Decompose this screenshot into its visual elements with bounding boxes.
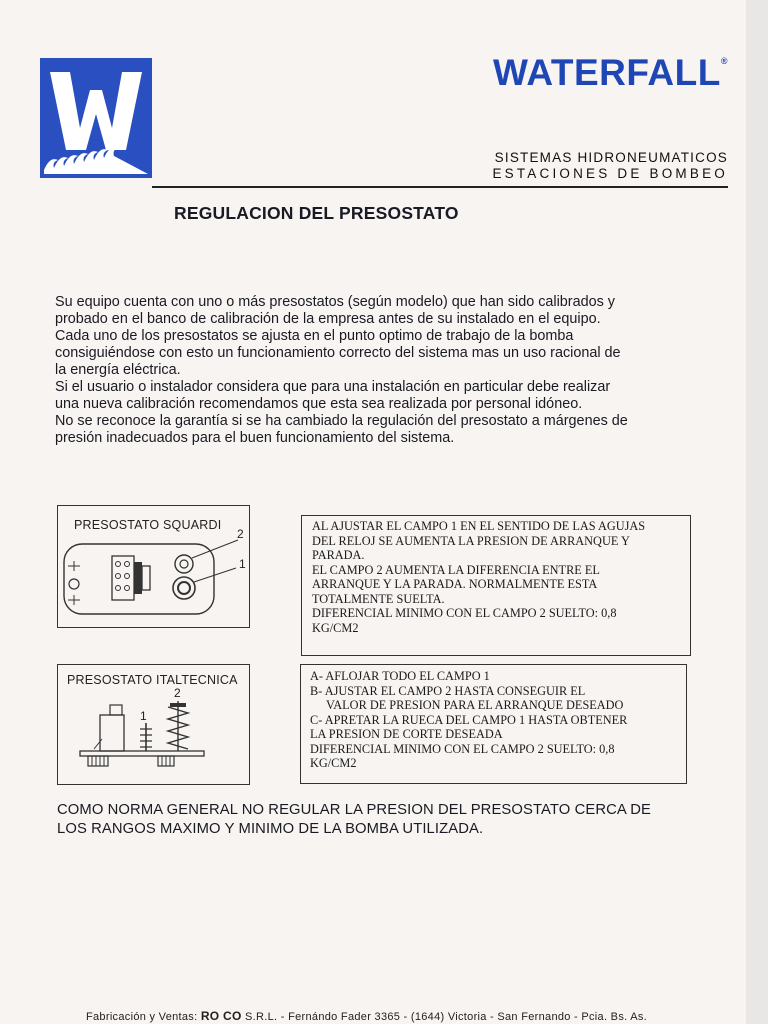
intro-line: Su equipo cuenta con uno o más presostatos (según modelo) que han sido calibrados y [55,294,615,310]
footer-company: RO CO [200,1009,242,1023]
squardi-instructions [301,515,691,656]
instruction-step: LA PRESION DE CORTE DESEADA [310,727,503,741]
intro-line: presión inadecuados para el buen funcionamiento del sistema. [55,430,455,446]
general-note-line: COMO NORMA GENERAL NO REGULAR LA PRESION DEL PRESOSTATO CERCA DE [57,802,652,818]
instruction-line: KG/CM2 [312,620,359,635]
intro-line: probado en el banco de calibración de la empresa antes de su instalado en el equipo. [55,311,601,327]
italtecnica-label: PRESOSTATO ITALTECNICA [67,673,238,687]
instruction-line: AL AJUSTAR EL CAMPO 1 EN EL SENTIDO DE LAS AGUJAS [312,519,646,533]
intro-line: una nueva calibración recomendamos que esta sea realizada por personal idóneo. [55,396,583,412]
instruction-step: KG/CM2 [310,756,357,770]
intro-paragraph [55,294,705,447]
intro-line: No se reconoce la garantía si se ha cambiado la regulación del presostato a márgenes de [55,413,628,429]
instruction-line: ARRANQUE Y LA PARADA. NORMALMENTE ESTA [312,577,598,591]
tagline-line-1: SISTEMAS HIDRONEUMATICOS [494,150,728,165]
italtecnica-diagram [57,664,250,785]
header-divider [152,186,728,188]
instruction-step: C- APRETAR LA RUECA DEL CAMPO 1 HASTA OBTENER [310,712,628,727]
squardi-callout-1: 1 [239,557,246,571]
instruction-step: DIFERENCIAL MINIMO CON EL CAMPO 2 SUELTO: 0,8 [310,741,615,756]
squardi-callout-2: 2 [237,527,244,541]
footer-address: - Fernándo Fader 3365 - (1644) Victoria - San Fernando - Pcia. Bs. As. [280,1011,648,1023]
instruction-line: PARADA. [312,548,365,562]
pressure-switch-italtecnica-icon [58,665,249,784]
footer-prefix: Fabricación y Ventas: [86,1011,198,1023]
brand-name: WATERFALL® [493,52,728,93]
instruction-line: TOTALMENTE SUELTA. [312,591,445,606]
document-title: REGULACION DEL PRESOSTATO [174,203,459,223]
italtecnica-callout-2: 2 [174,686,181,700]
general-note-line: LOS RANGOS MAXIMO Y MINIMO DE LA BOMBA UTILIZADA. [57,821,484,837]
intro-line: la energía eléctrica. [55,362,181,378]
general-note [57,801,717,839]
intro-line: Cada uno de los presostatos se ajusta en el punto optimo de trabajo de la bomba [55,328,574,344]
tagline-line-2: ESTACIONES DE BOMBEO [492,166,728,181]
pressure-switch-squardi-icon [58,506,249,627]
italtecnica-callout-1: 1 [140,709,147,723]
page-edge-shadow [746,0,768,1024]
squardi-diagram [57,505,250,628]
squardi-label: PRESOSTATO SQUARDI [74,518,222,532]
waterfall-logo-icon [40,58,152,178]
instruction-step: A- AFLOJAR TODO EL CAMPO 1 [310,669,490,683]
intro-line: Si el usuario o instalador considera que para una instalación en particular debe realizar [55,379,611,395]
instruction-line: DIFERENCIAL MINIMO CON EL CAMPO 2 SUELTO: 0,8 [312,606,617,620]
footer [86,1009,647,1023]
intro-line: consiguiéndose con esto un funcionamiento correcto del sistema mas un uso racional de [55,345,621,361]
company-tagline [492,150,728,182]
instruction-line: EL CAMPO 2 AUMENTA LA DIFERENCIA ENTRE EL [312,562,600,577]
instruction-step: VALOR DE PRESION PARA EL ARRANQUE DESEADO [326,698,624,712]
italtecnica-instructions [300,664,687,784]
footer-company-suffix: S.R.L. [245,1011,278,1023]
instruction-line: DEL RELOJ SE AUMENTA LA PRESION DE ARRANQUE Y [312,533,630,548]
instruction-step: B- AJUSTAR EL CAMPO 2 HASTA CONSEGUIR EL [310,683,586,698]
